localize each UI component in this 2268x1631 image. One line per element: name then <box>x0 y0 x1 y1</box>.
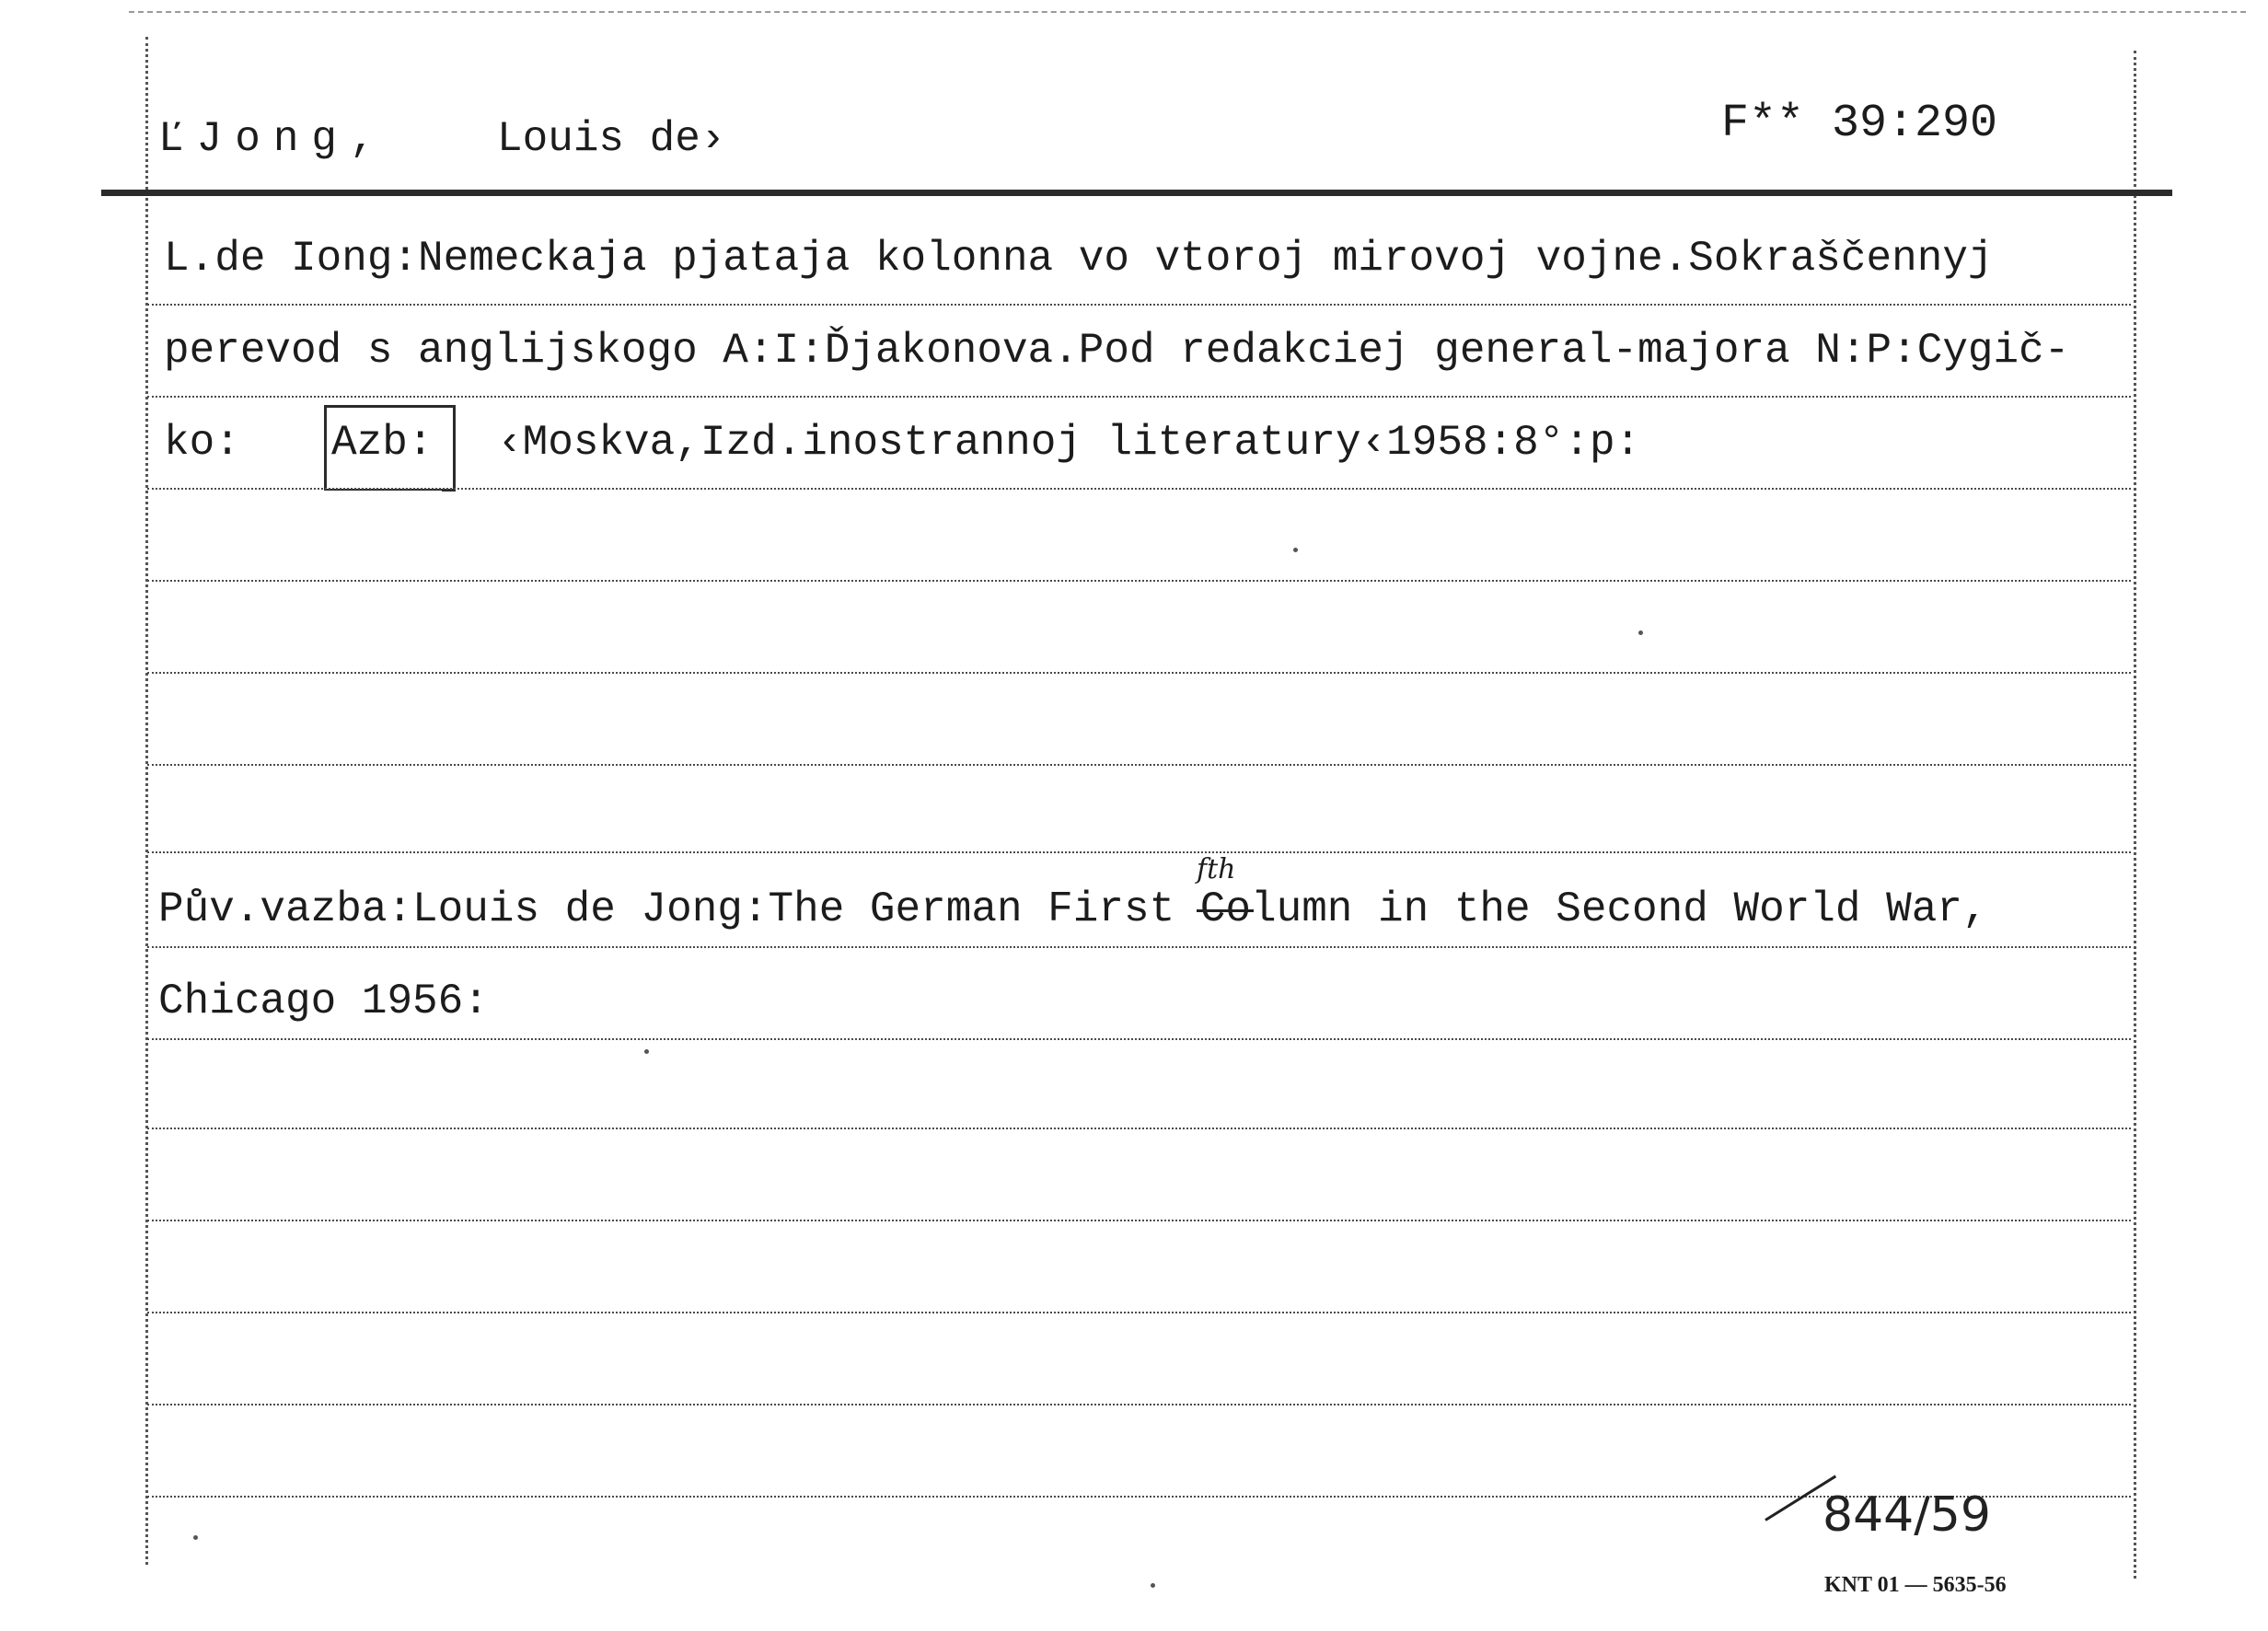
speck <box>1151 1583 1155 1588</box>
description-line-1: L.de Iong:Nemeckaja pjataja kolonna vo vtoroj mirovoj vojne.Sokraščennyj <box>164 235 1994 283</box>
right-margin-line <box>2134 51 2136 1579</box>
ruled-line <box>147 672 2131 674</box>
ruled-line <box>147 396 2131 398</box>
strikethrough <box>1197 909 1254 912</box>
author-given-name: Louis de› <box>497 115 726 163</box>
ruled-line <box>147 1220 2131 1221</box>
top-edge-rule <box>129 11 2246 13</box>
handwritten-correction: fth <box>1197 853 1236 885</box>
ruled-line <box>147 1038 2131 1040</box>
shelf-signature: F** 39:290 <box>1721 98 1998 150</box>
imprint: ‹Moskva,Izd.inostrannoj literatury‹1958:8°:p: <box>497 419 1641 467</box>
speck <box>1638 630 1643 635</box>
left-margin-line <box>145 37 148 1565</box>
speck <box>644 1049 649 1054</box>
ruled-line <box>147 1404 2131 1405</box>
ruled-line <box>147 1312 2131 1313</box>
speck <box>1293 548 1298 552</box>
original-edition-line-2: Chicago 1956: <box>158 977 489 1025</box>
speck <box>193 1535 198 1540</box>
script-note: Azb: <box>331 419 434 467</box>
acquisition-number: 844/59 <box>1822 1487 1991 1543</box>
ruled-line <box>147 580 2131 582</box>
ruled-line <box>147 764 2131 766</box>
ruled-line <box>147 851 2131 853</box>
heading-rule <box>101 190 2172 196</box>
description-line-2: perevod s anglijskogo A:I:Ďjakonova.Pod redakciej general-majora N:P:Cygič- <box>164 327 2070 375</box>
ruled-line <box>147 488 2131 490</box>
ruled-line <box>147 304 2131 306</box>
form-code: KNT 01 — 5635-56 <box>1824 1573 2007 1597</box>
original-edition-line-1: Pův.vazba:Louis de Jong:The German First Column in the Second World War, <box>158 885 1988 933</box>
description-line-3-start: ko: <box>164 419 240 467</box>
author-surname: ĽJong, <box>158 115 388 163</box>
ruled-line <box>147 1128 2131 1129</box>
ruled-line <box>147 946 2131 948</box>
script-note-bracket-right <box>442 405 456 492</box>
